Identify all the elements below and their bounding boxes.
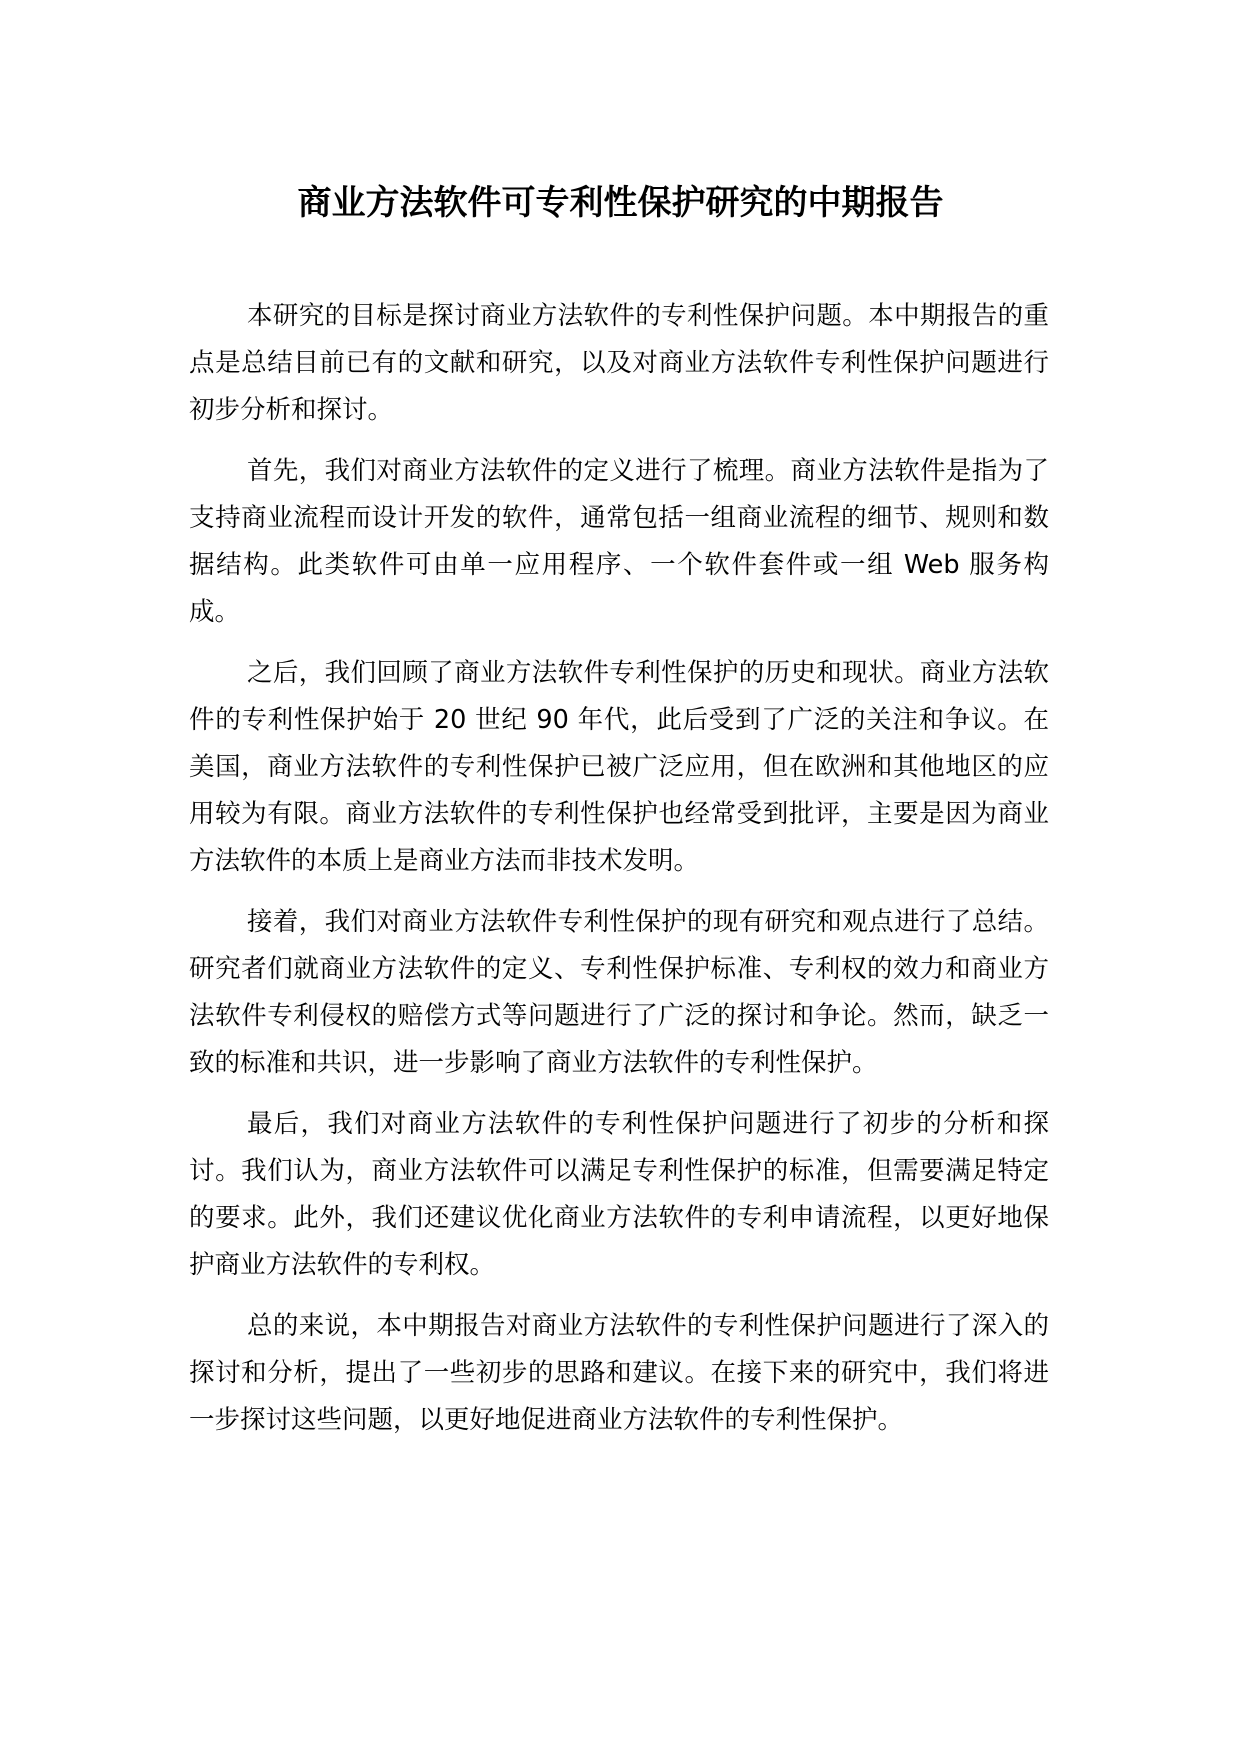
paragraph-objective: 本研究的目标是探讨商业方法软件的专利性保护问题。本中期报告的重点是总结目前已有的文献和研究，以及对商业方法软件专利性保护问题进行初步分析和探讨。 [189, 301, 1049, 425]
document-title: 商业方法软件可专利性保护研究的中期报告 [297, 183, 944, 223]
paragraph-literature-review: 接着，我们对商业方法软件专利性保护的现有研究和观点进行了总结。研究者们就商业方法软件的定义、专利性保护标准、专利权的效力和商业方法软件专利侵权的赔偿方式等问题进行了广泛的探讨和争论。然而，缺乏一致的标准和共识，进一步影响了商业方法软件的专利性保护。 [189, 907, 1049, 1078]
document-body [189, 293, 1049, 1458]
paragraph-definition: 首先，我们对商业方法软件的定义进行了梳理。商业方法软件是指为了支持商业流程而设计开发的软件，通常包括一组商业流程的细节、规则和数据结构。此类软件可由单一应用程序、一个软件套件或一组 Web 服务构成。 [189, 456, 1049, 627]
paragraph-history: 之后，我们回顾了商业方法软件专利性保护的历史和现状。商业方法软件的专利性保护始于 20 世纪 90 年代，此后受到了广泛的关注和争议。在美国，商业方法软件的专利性保护已被广泛应用，但在欧洲和其他地区的应用较为有限。商业方法软件的专利性保护也经常受到批评，主要是因为商业方法软件的本质上是商业方法而非技术发明。 [189, 658, 1049, 876]
paragraph-analysis: 最后，我们对商业方法软件的专利性保护问题进行了初步的分析和探讨。我们认为，商业方法软件可以满足专利性保护的标准，但需要满足特定的要求。此外，我们还建议优化商业方法软件的专利申请流程，以更好地保护商业方法软件的专利权。 [189, 1109, 1049, 1280]
paragraph-conclusion: 总的来说，本中期报告对商业方法软件的专利性保护问题进行了深入的探讨和分析，提出了一些初步的思路和建议。在接下来的研究中，我们将进一步探讨这些问题，以更好地促进商业方法软件的专利性保护。 [189, 1311, 1049, 1435]
